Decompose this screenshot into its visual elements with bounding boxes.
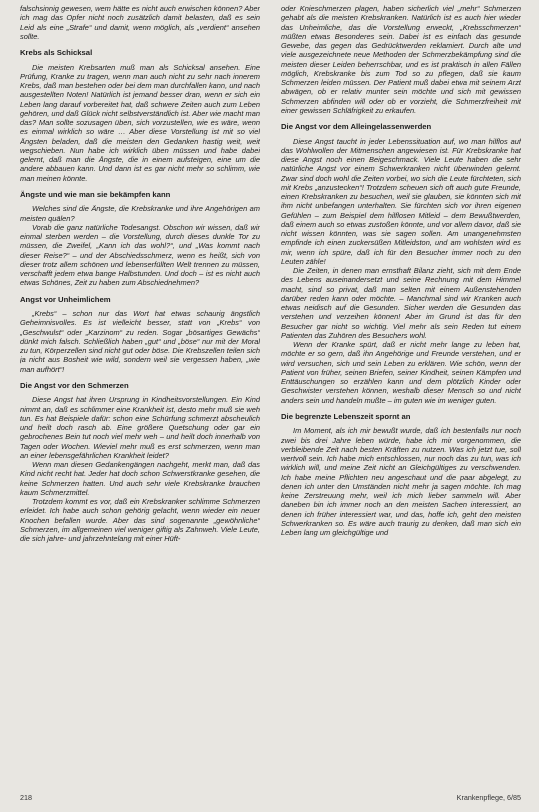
paragraph: „Krebs“ – schon nur das Wort hat etwas schaurig ängstlich Geheimnisvolles. Es ist vielleicht besser, statt von „Krebs“ von „Geschwulst“ oder „Karzinom“ zu reden. Sogar „bösartiges Gewächs“ dünkt mich falsch. Schließlich haben „gut“ und „böse“ nur mit der Moral zu tun, Körperzellen sind nicht gut oder böse. Die Krebszellen teilen sich ja nicht aus Bosheit wie wild, sondern weil sie vergessen haben, „wie man aufhört“! [20,309,260,374]
text-columns [20,4,521,780]
journal-issue: Krankenpflege, 6/85 [456,793,521,802]
paragraph: Wenn der Kranke spürt, daß er nicht mehr lange zu leben hat, möchte er so gern, daß ihn Angehörige und Freunde verstehen, und er wird versuchen, sich und sein Leben zu erklären. Wie schön, wenn der Patient von früher, seinen Briefen, seiner Kindheit, seinen Kämpfen und Enttäuschungen so erzählen kann und dem plötzlich Kinder oder Geschwister verstehen können, weshalb dieser Mensch so und nicht anders sein und handeln mußte – im guten wie im weniger guten. [281,340,521,405]
section-heading: Die begrenzte Lebenszeit spornt an [281,411,411,421]
page-footer [20,793,521,802]
section-heading: Die Angst vor dem Alleingelassenwerden [281,122,432,131]
paragraph: Diese Angst taucht in jeder Lebenssituation auf, wo man hilflos auf das Wohlwollen der Mitmenschen angewiesen ist. Für Krebskranke hat diese Angst noch einen Beigeschmack. Viele Leute haben die sehr natürliche Angst vor einem Schwerkranken nicht überwinden gelernt. Zwar sind doch wohl die Zeiten vorbei, wo sich die Leute fürchteten, sich mit Krebs „anzustecken“! Trotzdem scheuen sich oft auch gute Freunde, einen Krebskranken zu besuchen, weil sie glauben, sie könnten sich mit ihm nicht unbefangen unterhalten. Sie fürchten sich vor ihren eigenen Gefühlen – zum Beispiel dem hilflosen Mitleid – dem Bewußtwerden, daß einem auch so etwas zustoßen könnte, und vor allem davor, daß sie nicht wissen könnten, was sie sagen sollen. Am unangenehmsten empfinde ich einen zuckersüßen Mitleidston, und am wohlsten wird es mir, wenn ich spüre, daß ich für den Besucher immer noch zu den Leuten zähle! [281,136,521,266]
section-heading: Krebs als Schicksal [20,48,93,57]
left-column [20,4,260,780]
paragraph: Welches sind die Ängste, die Krebskranke und ihre Angehörigen am meisten quälen? [20,204,260,223]
section-heading: Die Angst vor den Schmerzen [20,380,129,390]
page-number: 218 [20,793,32,802]
paragraph: Diese Angst hat ihren Ursprung in Kindheitsvorstellungen. Ein Kind nimmt an, daß es schlimmer eine Krankheit ist, desto mehr muß sie weh tun. Es hat Beispiele dafür: schon eine Schürfung schmerzt abscheulich und heilt doch rasch ab. Eine größere Quetschung oder gar ein gebrochenes Bein tut noch viel mehr weh – und heilt doch innerhalb von Tagen oder Wochen. Wieviel mehr muß es erst schmerzen, wenn man an einer lebensgefährlichen Krankheit leidet? [20,395,260,460]
paragraph: Die Zeiten, in denen man ernsthaft Bilanz zieht, sich mit dem Ende des Lebens auseinandersetzt und seine Rechnung mit dem Himmel macht, sind so privat, daß man selten mit einem Außenstehenden darüber reden kann oder möchte. – Manchmal sind wir Kranken auch etwas neidisch auf die Gesunden. Sicher werden die Gesunden das verstehen und verzeihen können! Aber im Grund ist das für den Besucher gar nicht so wichtig. Viel mehr als sein Reden tut einem Patienten das Zuhören des Besuchers wohl. [281,266,521,340]
paragraph: Die meisten Krebsarten muß man als Schicksal ansehen. Eine Prüfung, Kranke zu tragen, wenn man auch nicht zu sehr nach innerem Krebs, daß man bestehen oder bei dem man durchfallen kann, und nach ausgestellten Noten! Natürlich ist jemand besser dran, wenn er sich ein Leben lang darauf vorbereitet hat, daß schwere Zeiten auch zum Leben gehören, und daß Glück nicht selbstverständlich ist. Aber wie macht man das? Man sollte sozusagen üben, sich vorzustellen, wie es wäre, wenn es einmal wirklich so wäre … Aber diese Vorstellung ist mit so viel Ängsten beladen, daß die meisten den Gedanken hastig weit, weit wegschieben. Nun habe ich wirklich üben müssen und habe dabei gelernt, daß man die Ängste, die in einem aufsteigen, eine um die andere abbauen kann. Und dann ist es gar nicht mehr so schlimm, wie man meinen könnte. [20,62,260,183]
paragraph: oder Knieschmerzen plagen, haben sicherlich viel „mehr“ Schmerzen gehabt als die meisten Krebskranken. Natürlich ist es auch hier wieder das Unheimliche, das die Vorstellung erweckt, „Krebsschmerzen“ müßten etwas Besonderes sein. Dabei ist es einfach das gesunde Gewebe, das gegen das Gedrücktwerden reklamiert. Durch alte und viele ausgezeichnete neue Methoden der Schmerzbekämpfung sind die meisten dieser Leiden beherrschbar, und es ist praktisch in allen Fällen möglich, Krebskranke bis zum Tod so zu pflegen, daß sie kaum Schmerzen leiden müssen. Der Patient muß dabei etwa mit seinem Arzt abwägen, ob er relativ munter sein möchte und sich mit gewissen Schmerzen abfinden will oder ob er vorzieht, die Schmerzfreiheit mit einer gewissen Schläfrigkeit zu erkaufen. [281,4,521,115]
section-heading: Ängste und wie man sie bekämpfen kann [20,189,171,199]
paragraph: falschsinnig gewesen, wem hätte es nicht auch erwischen können? Aber ich mag das Opfer nicht noch zusätzlich damit belasten, daß es sein Leid als eine „Strafe“ und damit, wenn möglich, als „verdient“ ansehen sollte. [20,4,260,41]
right-column [281,4,521,780]
paragraph: Trotzdem kommt es vor, daß ein Krebskranker schlimme Schmerzen erleidet. Ich habe auch schon gehörig gelacht, wenn wieder ein neuer Knochen befallen wurde. Aber das sind sogenannte „gewöhnliche“ Schmerzen, im allgemeinen viel weniger giftig als Zahnweh. Viele Leute, die sich jahre- und jahrzehntelang mit einer Hüft- [20,497,260,543]
paragraph: Wenn man diesen Gedankengängen nachgeht, merkt man, daß das Kind nicht recht hat. Jeder hat doch schon Schwerstkranke gesehen, die keine Schmerzen hatten. Und auch sehr viele Krebskranke brauchen kaum Schmerzmittel. [20,460,260,497]
paragraph: Im Moment, als ich mir bewußt wurde, daß ich bestenfalls nur noch zwei bis drei Jahre leben würde, habe ich mir vorgenommen, die verbleibende Zeit nach besten Kräften zu nutzen. Was ich jetzt tue, soll wertvoll sein. Ich habe mich entschlossen, nur noch das zu tun, was ich wirklich will, und meine Zeit nicht an Gleichgültiges zu verschwenden. Ich habe meine Pflichten neu angeschaut und die paar abgelegt, zu denen ich unter den Umständen nicht mehr ja sagen möchte. Ich mag keine Zerstreuung mehr, weil ich mich lieber sammeln will. Aber daneben bin ich immer noch an den meisten Sachen interessiert, an denen ich früher interessiert war, und das, hoffe ich, geht den meisten Schwerkranken so. Es wäre auch traurig zu denken, daß man sich ein Leben lang um gleichgültige und [281,426,521,537]
paragraph: Vorab die ganz natürliche Todesangst. Obschon wir wissen, daß wir einmal sterben werden – die Vorstellung, durch dieses dunkle Tor zu müssen, die Zweifel, „Kann ich das wohl?“, und „Was kommt nach dieser Reise?“ – und der Abschiedsschmerz, wenn es heißt, sich von dieser trotz allem schönen und lebenserfüllten Welt trennen zu müssen, verschafft jedem etwa bange Halbstunden. Und doch – ist es nicht auch etwas Schönes, Zeit zu haben zum Abschiednehmen? [20,222,260,288]
section-heading: Angst vor Unheimlichem [20,294,111,304]
